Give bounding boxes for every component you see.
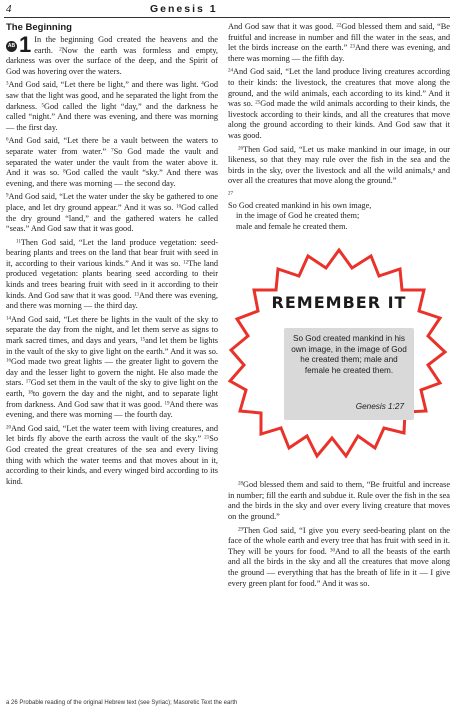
right-column [228, 22, 450, 592]
verse-3: $^3$And God said, “Let there be light,” and there was light. $^4$God saw that the light was good, and he separated the light from the darkness. $^5$God called the light “day,” and the darkness he called “night.” And there was evening, and there was morning — the first day. [6, 80, 218, 132]
footnote: a 26 Probable reading of the original Hebrew text (see Syriac); Masoretic Text the earth [6, 700, 238, 706]
page-number: 4 [6, 3, 12, 15]
verse-20: $^{20}$And God said, “Let the water teem with living creatures, and let birds fly above the earth across the vault of the sky.” $^{21}$So God created the great creatures of the sea and every living thing with which the water teems and that moves about in it, according to their kinds, and every winged bird according to its kind. [6, 423, 218, 486]
verse-1: AB 1 In the beginning God created the heavens and the earth. $^2$Now the earth was formless and empty, darkness was over the surface of the deep, and the Spirit of God was hovering over the waters. [6, 32, 218, 76]
verse-24: $^{24}$And God said, “Let the land produce living creatures according to their kinds: the livestock, the creatures that move along the ground, and the wild animals, each according to its kind.” And it was so. $^{25}$God made the wild animals according to their kinds, the livestock according to their kinds, and all the creatures that move along the ground according to their kinds. And God saw that it was good. [228, 67, 450, 140]
left-column [6, 22, 218, 490]
remember-it-callout [228, 236, 450, 476]
section-heading: The Beginning [6, 22, 72, 33]
verse-26: $^{26}$Then God said, “Let us make mankind in our image, in our likeness, so that they may rule over the fish in the sea and the birds in the sky, over the livestock and all the wild animals,$^a$ and over all the creatures that move along the ground.” [228, 144, 450, 186]
book-chapter-title: Genesis 1 [150, 3, 218, 15]
verse-29: $^{29}$Then God said, “I give you every seed-bearing plant on the face of the whole earth and every tree that has fruit with seed in it. They will be yours for food. $^{30}$And to all the beasts of the earth and all the birds in the sky and all the creatures that move along the ground — everything that has the breath of life in it — I give every green plant for food.” And it was so. [228, 525, 450, 588]
verse-21-cont: And God saw that it was good. $^{22}$God blessed them and said, “Be fruitful and increase in number and fill the water in the seas, and let the birds increase on the earth.” $^{23}$And there was evening, and there was morning — the fifth day. [228, 22, 451, 63]
header-rule [4, 17, 450, 18]
callout-text: So God created mankind in his own image, in the image of God he created them; male and female he created them. [291, 334, 407, 375]
callout-reference: Genesis 1:27 [355, 401, 404, 411]
ab-badge-icon: AB [6, 41, 17, 52]
verse-9: $^9$And God said, “Let the water under the sky be gathered to one place, and let dry ground appear.” And it was so. $^{10}$God called the dry ground “land,” and the gathered waters he called “seas.” And God saw that it was good. [6, 192, 219, 234]
callout-title: REMEMBER IT [271, 293, 407, 313]
verse-14: $^{14}$And God said, “Let there be lights in the vault of the sky to separate the day from the night, and let them serve as signs to mark sacred times, and days and years, $^{15}$and let them be lights in the vault of the sky to give light on the earth.” And it was so. $^{16}$God made two great lights — the greater light to govern the day and the lesser light to govern the night. He also made the stars. $^{17}$God set them in the vault of the sky to give light on the earth, $^{18}$to govern the day and the night, and to separate light from darkness. And God saw that it was good. $^{19}$And there was evening, and there was morning — the fourth day. [6, 314, 219, 420]
verse-11: $^{11}$Then God said, “Let the land produce vegetation: seed-bearing plants and trees on the land that bear fruit with seed in it, according to their various kinds.” And it was so. $^{12}$The land produced vegetation: plants bearing seed according to their kinds and trees bearing fruit with seed in it according to their kinds. And God saw that it was good. $^{13}$And there was evening, and there was morning — the third day. [6, 237, 219, 311]
chapter-number: AB 1 [7, 32, 32, 57]
footnote-marker: a [432, 167, 436, 173]
page-header [0, 2, 454, 18]
verse-27: $^{27}$ So God created mankind in his own image, in the image of God he created them; male and female he created them. [228, 191, 372, 231]
verse-28: $^{28}$God blessed them and said to them, “Be fruitful and increase in number; fill the earth and subdue it. Rule over the fish in the sea and the birds in the sky and over every living creature that moves on the ground.” [228, 480, 450, 522]
callout-text-box [284, 328, 414, 420]
verse-6: $^6$And God said, “Let there be a vault between the waters to separate water from water.” $^7$So God made the vault and separated the water under the vault from the water above it. And it was so. $^8$God called the vault “sky.” And there was evening, and there was morning — the second day. [6, 136, 219, 188]
